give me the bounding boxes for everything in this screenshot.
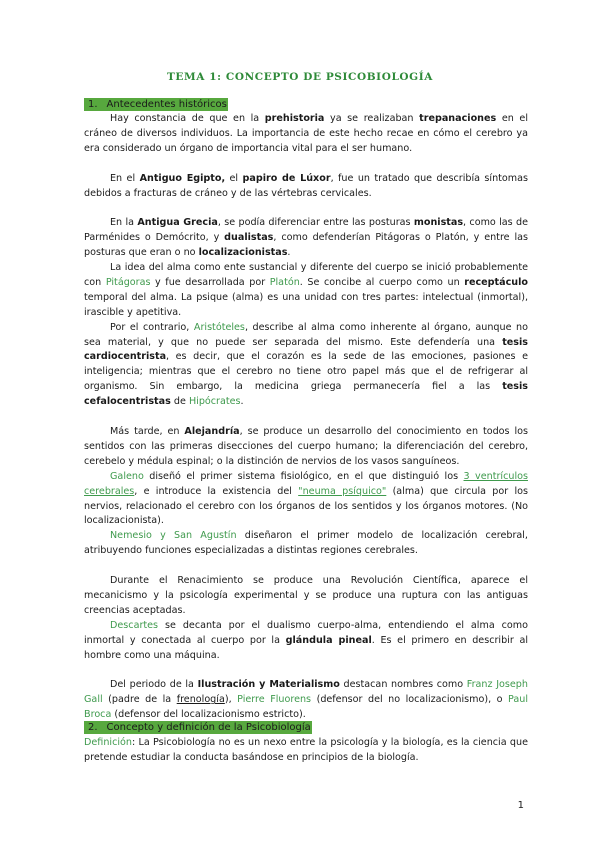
paragraph-aristoteles: Por el contrario, Aristóteles, describe al alma como inherente al órgano, aunque no sea material, y que no puede ser separada del mismo. Este defendería una tesis cardiocentrista, es decir, que el corazón es la sede de las emociones, pasiones e inteligencia; mientras que el cerebro no tiene otro papel más que el de refrigerar al organismo. Sin embargo, la medicina griega permanecería fiel a las tesis cefalocentristas de Hipócrates. (84, 321, 529, 408)
paragraph-galeno: Galeno diseñó el primer sistema fisiológico, en el que distinguió los 3 ventrículos cerebrales, e introduce la existencia del "neuma psíquico" (alma) que circula por los nervios, relacionado el cerebro con los órganos de los sentidos y los órganos motores. (No localizacionista). (84, 470, 528, 527)
paragraph-egipto: En el Antiguo Egipto, el papiro de Lúxor, fue un tratado que describía síntomas debidos a fracturas de cráneo y de las vértebras cervicales. (84, 172, 529, 199)
paragraph-nemesio: Nemesio y San Agustín diseñaron el primer modelo de localización cerebral, atribuyendo funciones especializadas a distintas regiones cerebrales. (84, 530, 528, 557)
paragraph-alma: La idea del alma como ente sustancial y diferente del cuerpo se inició probablemente con Pitágoras y fue desarrollada por Platón. Se concibe al cuerpo como un receptáculo temporal del alma. La psique (alma) es una unidad con tres partes: intelectual (inmortal), irascible y apetitiva. (84, 262, 528, 318)
section-number: 1. (88, 99, 98, 110)
document-title: TEMA 1: CONCEPTO DE PSICOBIOLOGÍA (167, 71, 433, 83)
paragraph-grecia: En la Antigua Grecia, se podía diferenciar entre las posturas monistas, como las de Parménides o Demócrito, y dualistas, como defenderían Pitágoras o Platón, y entre las posturas que eran o no localizacionistas. (84, 217, 529, 259)
paragraph-renacimiento: Durante el Renacimiento se produce una Revolución Científica, aparece el mecanicismo y la psicología experimental y se produce una ruptura con las antiguas creencias aceptadas. (84, 575, 528, 616)
paragraph-ilustracion: Del periodo de la Ilustración y Materialismo destacan nombres como Franz Joseph Gall (padre de la frenología), Pierre Fluorens (defensor del no localizacionismo), o Paul Broca (defensor del localizacionismo estricto). (84, 679, 528, 721)
section-heading-2 (84, 721, 312, 735)
section-heading-1 (84, 98, 228, 112)
section-label: Antecedentes históricos (106, 99, 227, 110)
paragraph-alejandria: Más tarde, en Alejandría, se produce un desarrollo del conocimiento en todos los sentidos con las primeras disecciones del cuerpo humano; la diferenciación del cerebro, cerebelo y médula espinal; o la distinción de nervios de los vasos sanguíneos. (84, 425, 529, 467)
paragraph-prehistoria: Hay constancia de que en la prehistoria ya se realizaban trepanaciones en el cráneo de diversos individuos. La importancia de este hecho recae en cómo el cerebro ya era considerado un órgano de importancia vital para el ser humano. (84, 113, 528, 154)
section-label: Concepto y definición de la Psicobiología (106, 722, 311, 733)
paragraph-definicion: Definición: La Psicobiología no es un nexo entre la psicología y la biología, es la ciencia que pretende estudiar la conducta basándose en principios de la biología. (84, 737, 528, 763)
section-2-body (84, 736, 528, 766)
page-number: 1 (517, 800, 524, 811)
section-number: 2. (88, 722, 98, 733)
section-1-body (84, 112, 528, 723)
paragraph-descartes: Descartes se decanta por el dualismo cuerpo-alma, entendiendo el alma como inmortal y conectada al cuerpo por la glándula pineal. Es el primero en describir al hombre como una máquina. (84, 619, 528, 661)
